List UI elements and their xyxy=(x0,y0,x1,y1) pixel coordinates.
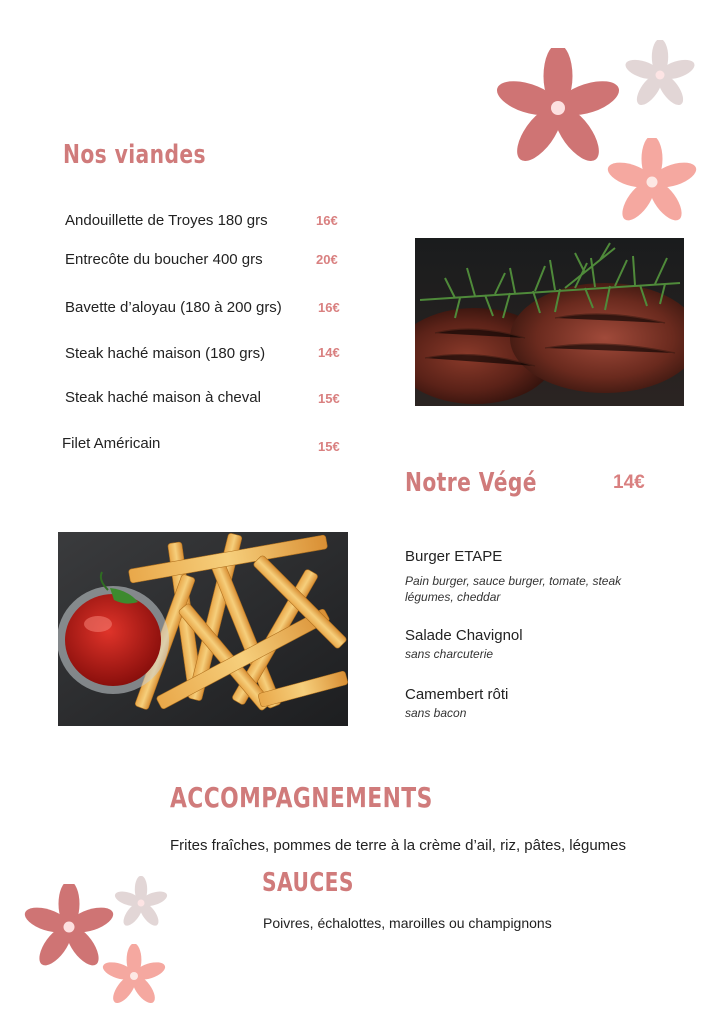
meat-item-price: 15€ xyxy=(318,391,340,406)
meat-item-name: Andouillette de Troyes 180 grs xyxy=(65,212,268,229)
sides-title: ACCOMPAGNEMENTS xyxy=(170,781,433,814)
vege-item-name: Burger ETAPE xyxy=(405,548,503,565)
sauces-text: Poivres, échalottes, maroilles ou champignons xyxy=(263,915,552,931)
steak-photo xyxy=(415,238,684,406)
vege-item-name: Camembert rôti xyxy=(405,686,509,703)
meat-item-price: 16€ xyxy=(318,300,340,315)
vege-item-desc: Pain burger, sauce burger, tomate, steak légumes, cheddar xyxy=(405,574,622,604)
meat-item-name: Steak haché maison (180 grs) xyxy=(65,345,266,362)
meat-item-name: Entrecôte du boucher 400 grs xyxy=(65,251,263,268)
flower-decoration-top-pink xyxy=(604,138,700,226)
meat-item-price: 20€ xyxy=(316,252,338,267)
fries-photo xyxy=(58,532,348,726)
sides-text: Frites fraîches, pommes de terre à la crème d’ail, riz, pâtes, légumes xyxy=(170,837,627,854)
flower-decoration-bottom-grey xyxy=(112,876,170,930)
meat-item-price: 15€ xyxy=(318,439,340,454)
meat-item-price: 14€ xyxy=(318,345,340,360)
vege-item-desc: sans charcuterie xyxy=(405,647,494,661)
flower-decoration-bottom-pink xyxy=(100,944,168,1008)
sauces-title: SAUCES xyxy=(262,868,354,898)
meats-title: Nos viandes xyxy=(63,140,206,170)
vege-item-name: Salade Chavignol xyxy=(405,627,523,644)
meat-item-name: Filet Américain xyxy=(62,435,161,452)
flower-decoration-top-dark xyxy=(495,48,621,168)
meat-item-name: Bavette d’aloyau (180 à 200 grs) xyxy=(65,299,282,316)
vege-price: 14€ xyxy=(613,472,645,493)
flower-decoration-top-grey xyxy=(622,40,698,110)
meat-item-name: Steak haché maison à cheval xyxy=(65,389,261,406)
meat-item-price: 16€ xyxy=(316,213,338,228)
vege-item-desc: sans bacon xyxy=(405,706,467,720)
vege-title: Notre Végé xyxy=(405,468,537,498)
